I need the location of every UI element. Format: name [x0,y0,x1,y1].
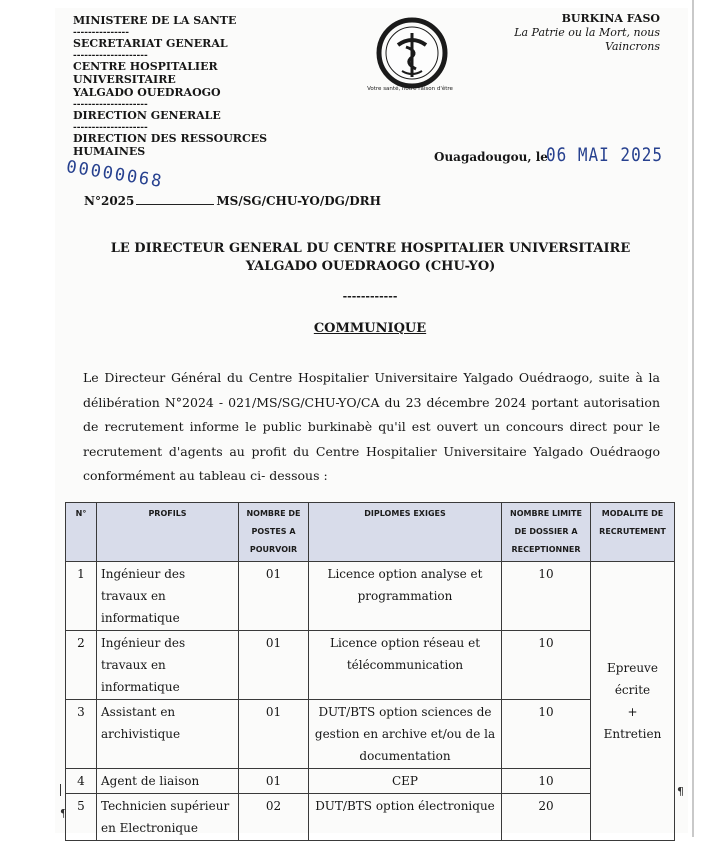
table-row [66,769,675,794]
header-profils: PROFILS [97,503,239,562]
header-left [73,14,313,160]
handwritten-number: 00000068 [64,157,165,193]
cell-diplome: CEP [309,769,502,794]
cell-diplome: Licence option analyse et programmation [309,562,502,631]
direction-rh: DIRECTION DES RESSOURCES HUMAINES [73,132,268,158]
header-postes: NOMBRE DE POSTES A POURVOIR [239,503,309,562]
cell-dossiers: 10 [502,562,591,631]
recruitment-table [65,502,675,841]
reference-suffix: MS/SG/CHU-YO/DG/DRH [216,194,381,208]
reference-prefix: N°2025 [84,194,135,208]
table-row [66,631,675,700]
document-title: LE DIRECTEUR GENERAL DU CENTRE HOSPITALIER UNIVERSITAIRE YALGADO OUEDRAOGO (CHU-YO) [110,241,631,274]
ministry-name: MINISTERE DE LA SANTE [73,14,237,27]
logo-caption: Votre santé, notre raison d'être [367,86,453,92]
caduceus-logo-icon [376,17,448,89]
header-right [470,12,660,54]
cell-postes: 01 [239,562,309,631]
page-edge [692,0,694,837]
text-cursor [60,784,61,796]
cell-modalite [591,562,675,841]
cell-postes: 01 [239,769,309,794]
table-row [66,562,675,631]
centre-name-line2: YALGADO OUEDRAOGO [73,86,221,99]
date-stamp: 06 MAI 2025 [546,143,663,166]
cell-profil: Assistant en archivistique [97,700,239,769]
modalite-line: Entretien [603,727,662,741]
cell-diplome: DUT/BTS option sciences de gestion en archive et/ou de la documentation [309,700,502,769]
country-name: BURKINA FASO [561,12,660,25]
header-num: N° [66,503,97,562]
modalite-line: Epreuve [607,661,658,675]
cell-num: 2 [66,631,97,700]
cell-dossiers: 10 [502,700,591,769]
cell-profil: Ingénieur des travaux en informatique [97,631,239,700]
separator: -------------------- [73,51,148,61]
table-row [66,794,675,841]
cell-num: 1 [66,562,97,631]
header-diplomes: DIPLOMES EXIGES [309,503,502,562]
cell-postes: 01 [239,631,309,700]
cell-postes: 02 [239,794,309,841]
separator: -------------------- [73,123,148,133]
cell-num: 3 [66,700,97,769]
header-dossiers: NOMBRE LIMITE DE DOSSIER A RECEPTIONNER [502,503,591,562]
cell-dossiers: 20 [502,794,591,841]
table-header-row [66,503,675,562]
reference-line [84,194,381,208]
cell-dossiers: 10 [502,631,591,700]
cell-postes: 01 [239,700,309,769]
cell-diplome: DUT/BTS option électronique [309,794,502,841]
communique-heading: COMMUNIQUE [313,321,427,336]
cell-num: 4 [66,769,97,794]
cell-profil: Agent de liaison [97,769,239,794]
secretariat-name: SECRETARIAT GENERAL [73,37,228,50]
body-paragraph: Le Directeur Général du Centre Hospitalier Universitaire Yalgado Ouédraogo, suite à la délibération N°2024 - 021/MS/SG/CHU-YO/CA du 23 décembre 2024 portant autorisation de recrutement informe le public burkinabè qu'il est ouvert un concours direct pour le recrutement d'agents au profit du Centre Hospitalier Universitaire Yalgado Ouédraogo conformément au tableau ci- dessous : [83,370,660,483]
national-motto: La Patrie ou la Mort, nous Vaincrons [514,26,660,53]
paragraph-mark: ¶ [60,807,67,820]
reference-blank [136,194,214,205]
place-label: Ouagadougou, le [434,150,548,164]
centre-name-line1: CENTRE HOSPITALIER UNIVERSITAIRE [73,60,218,86]
header-modalite: MODALITE DE RECRUTEMENT [591,503,675,562]
cell-profil: Ingénieur des travaux en informatique [97,562,239,631]
separator: --------------- [73,28,130,38]
direction-generale: DIRECTION GENERALE [73,109,221,122]
title-separator: ------------ [342,290,398,303]
modalite-line: + [627,705,638,719]
modalite-line: écrite [614,683,651,697]
cell-diplome: Licence option réseau et télécommunication [309,631,502,700]
paragraph-mark: ¶ [677,785,684,798]
cell-profil: Technicien supérieur en Electronique [97,794,239,841]
separator: -------------------- [73,100,148,110]
cell-num: 5 [66,794,97,841]
cell-dossiers: 10 [502,769,591,794]
table-row [66,700,675,769]
